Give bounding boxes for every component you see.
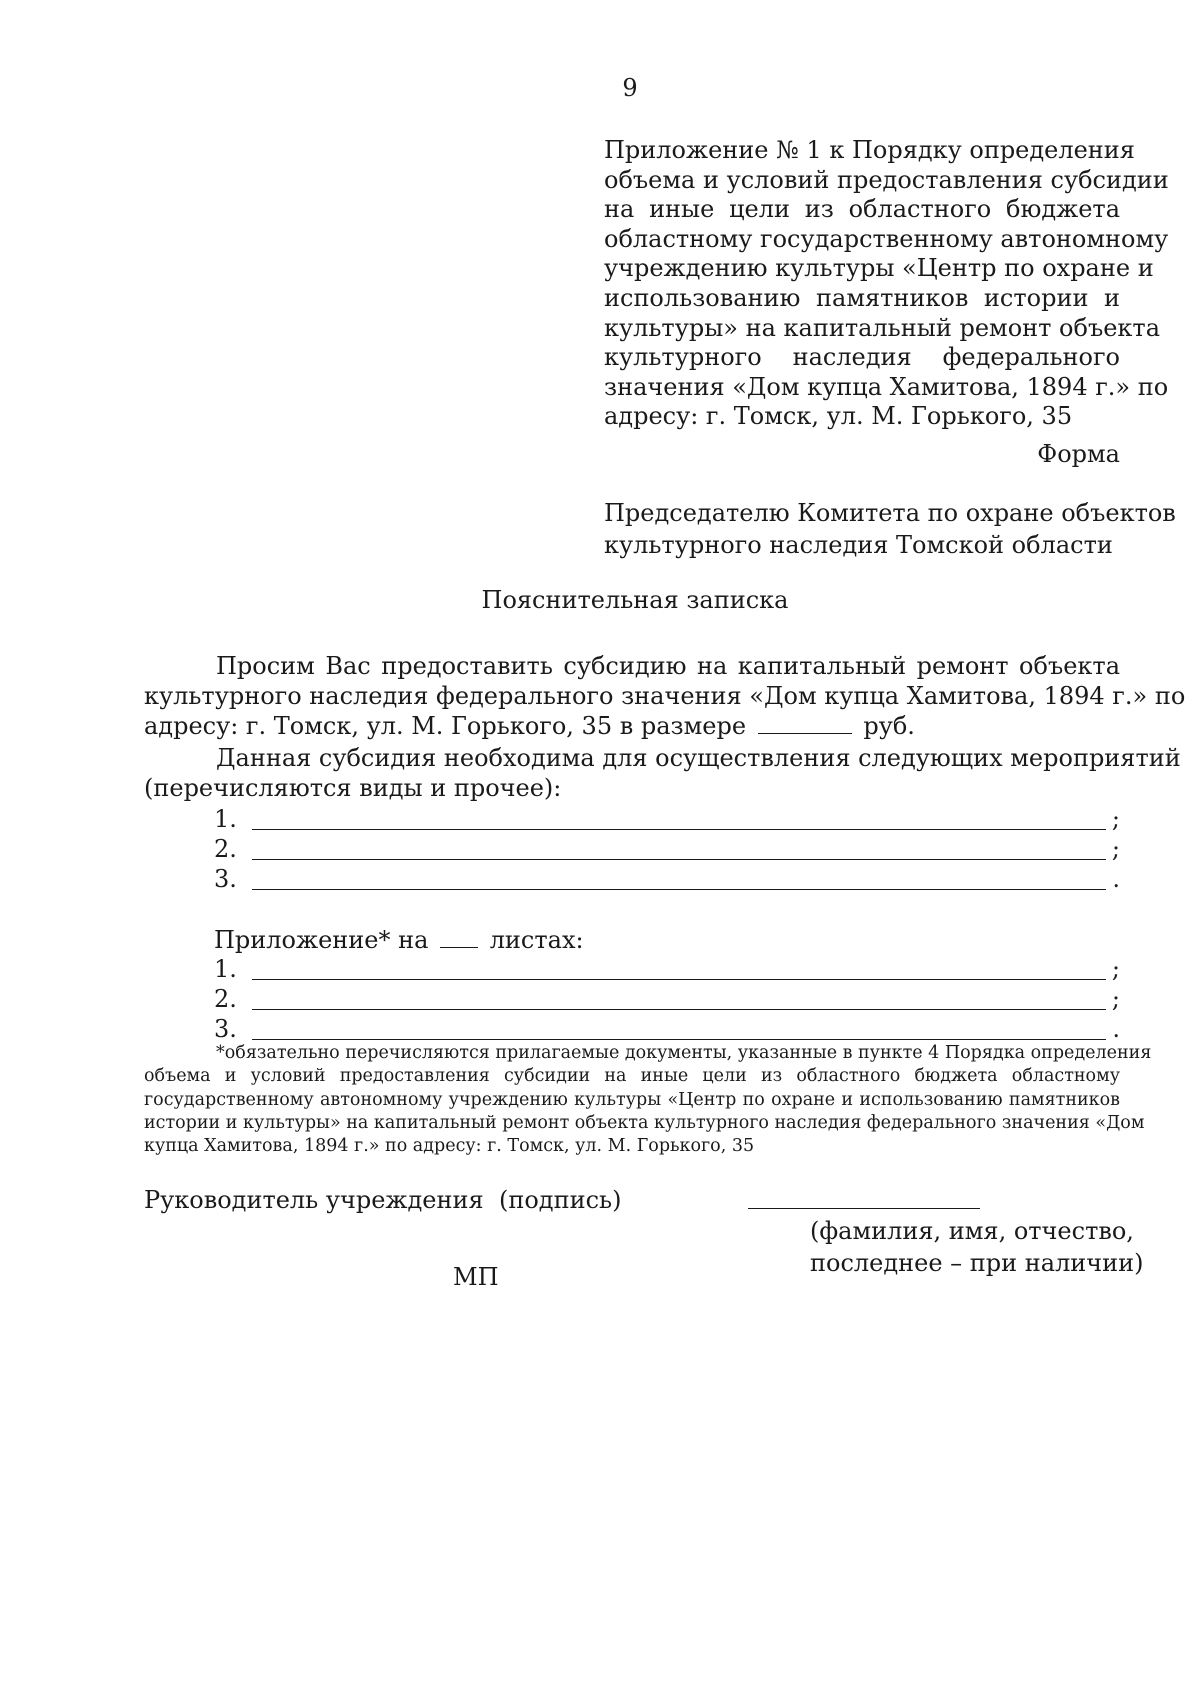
request-paragraph [144, 651, 1186, 741]
item-punctuation: ; [1111, 835, 1120, 863]
item-number: 1. [214, 805, 237, 833]
currency-label: руб. [863, 712, 915, 740]
appendix-line: культурного наследия федерального [604, 343, 1120, 372]
attachment-blank[interactable] [252, 1009, 1106, 1010]
attachment-item [214, 985, 1120, 1015]
item-punctuation: . [1112, 1015, 1120, 1043]
appendix-line: на иные цели из областного бюджета [604, 195, 1120, 224]
activity-item [214, 865, 1120, 895]
activity-blank[interactable] [252, 889, 1106, 890]
attachments-label-text: листах: [489, 926, 584, 954]
name-blank[interactable] [748, 1208, 980, 1209]
addressee-line: культурного наследия Томской области [604, 531, 1113, 559]
amount-blank[interactable] [758, 711, 852, 734]
request-line: культурного наследия федерального значения «Дом купца Хамитова, 1894 г.» по [144, 682, 1186, 710]
attachments-label [214, 925, 584, 954]
appendix-line: культуры» на капитальный ремонт объекта [604, 313, 1161, 342]
appendix-line: значения «Дом купца Хамитова, 1894 г.» по [604, 372, 1169, 401]
activity-blank[interactable] [252, 829, 1106, 830]
item-punctuation: ; [1111, 955, 1120, 983]
appendix-reference [604, 136, 1169, 432]
footnote-line: государственному автономному учреждению культуры «Центр по охране и использованию памятников [144, 1089, 1120, 1110]
name-caption-line: (фамилия, имя, отчество, [810, 1217, 1134, 1245]
sheet-count-blank[interactable] [440, 925, 478, 948]
item-number: 1. [214, 955, 237, 983]
appendix-line: объема и условий предоставления субсидии [604, 165, 1169, 194]
item-punctuation: ; [1111, 805, 1120, 833]
item-punctuation: . [1112, 865, 1120, 893]
attachment-item [214, 1015, 1120, 1045]
item-number: 3. [214, 1015, 237, 1043]
name-caption-line: последнее – при наличии) [810, 1249, 1144, 1277]
addressee [604, 497, 1176, 561]
appendix-line: учреждению культуры «Центр по охране и [604, 254, 1154, 283]
footnote-line: купца Хамитова, 1894 г.» по адресу: г. Томск, ул. М. Горького, 35 [144, 1136, 755, 1157]
attachment-blank[interactable] [252, 1039, 1106, 1040]
footnote-line: истории и культуры» на капитальный ремонт объекта культурного наследия федерального значения «Дом [144, 1112, 1145, 1133]
activity-item [214, 805, 1120, 835]
form-label: Форма [1037, 440, 1120, 468]
appendix-line: областному государственному автономному [604, 224, 1169, 253]
document-title: Пояснительная записка [481, 586, 789, 614]
head-label: Руководитель учреждения [144, 1186, 484, 1214]
attachments-label-text: Приложение* на [214, 926, 429, 954]
request-line [144, 711, 1120, 741]
attachment-item [214, 955, 1120, 985]
activity-blank[interactable] [252, 859, 1106, 860]
addressee-line: Председателю Комитета по охране объектов [604, 499, 1176, 527]
name-caption [810, 1215, 1144, 1279]
footnote-line: *обязательно перечисляются прилагаемые документы, указанные в пункте 4 Порядка определения [216, 1043, 1152, 1063]
page-number: 9 [622, 74, 638, 102]
request-line: Просим Вас предоставить субсидию на капитальный ремонт объекта [216, 652, 1120, 680]
item-number: 2. [214, 985, 237, 1013]
item-punctuation: ; [1111, 985, 1120, 1013]
purpose-line: (перечисляются виды и прочее): [144, 774, 562, 802]
attachment-blank[interactable] [252, 979, 1106, 980]
appendix-line: адресу: г. Томск, ул. М. Горького, 35 [604, 402, 1073, 431]
item-number: 2. [214, 835, 237, 863]
signature-label: (подпись) [499, 1186, 622, 1214]
footnote [144, 1042, 1152, 1158]
appendix-line: Приложение № 1 к Порядку определения [604, 136, 1135, 164]
item-number: 3. [214, 865, 237, 893]
stamp-label: МП [453, 1263, 499, 1291]
purpose-paragraph [144, 743, 1181, 803]
footnote-line: объема и условий предоставления субсидии на иные цели из областного бюджета областному [144, 1066, 1120, 1087]
activity-item [214, 835, 1120, 865]
purpose-line: Данная субсидия необходима для осуществления следующих мероприятий [216, 744, 1181, 772]
request-line-text: адресу: г. Томск, ул. М. Горького, 35 в размере [144, 712, 747, 740]
appendix-line: использованию памятников истории и [604, 283, 1120, 312]
